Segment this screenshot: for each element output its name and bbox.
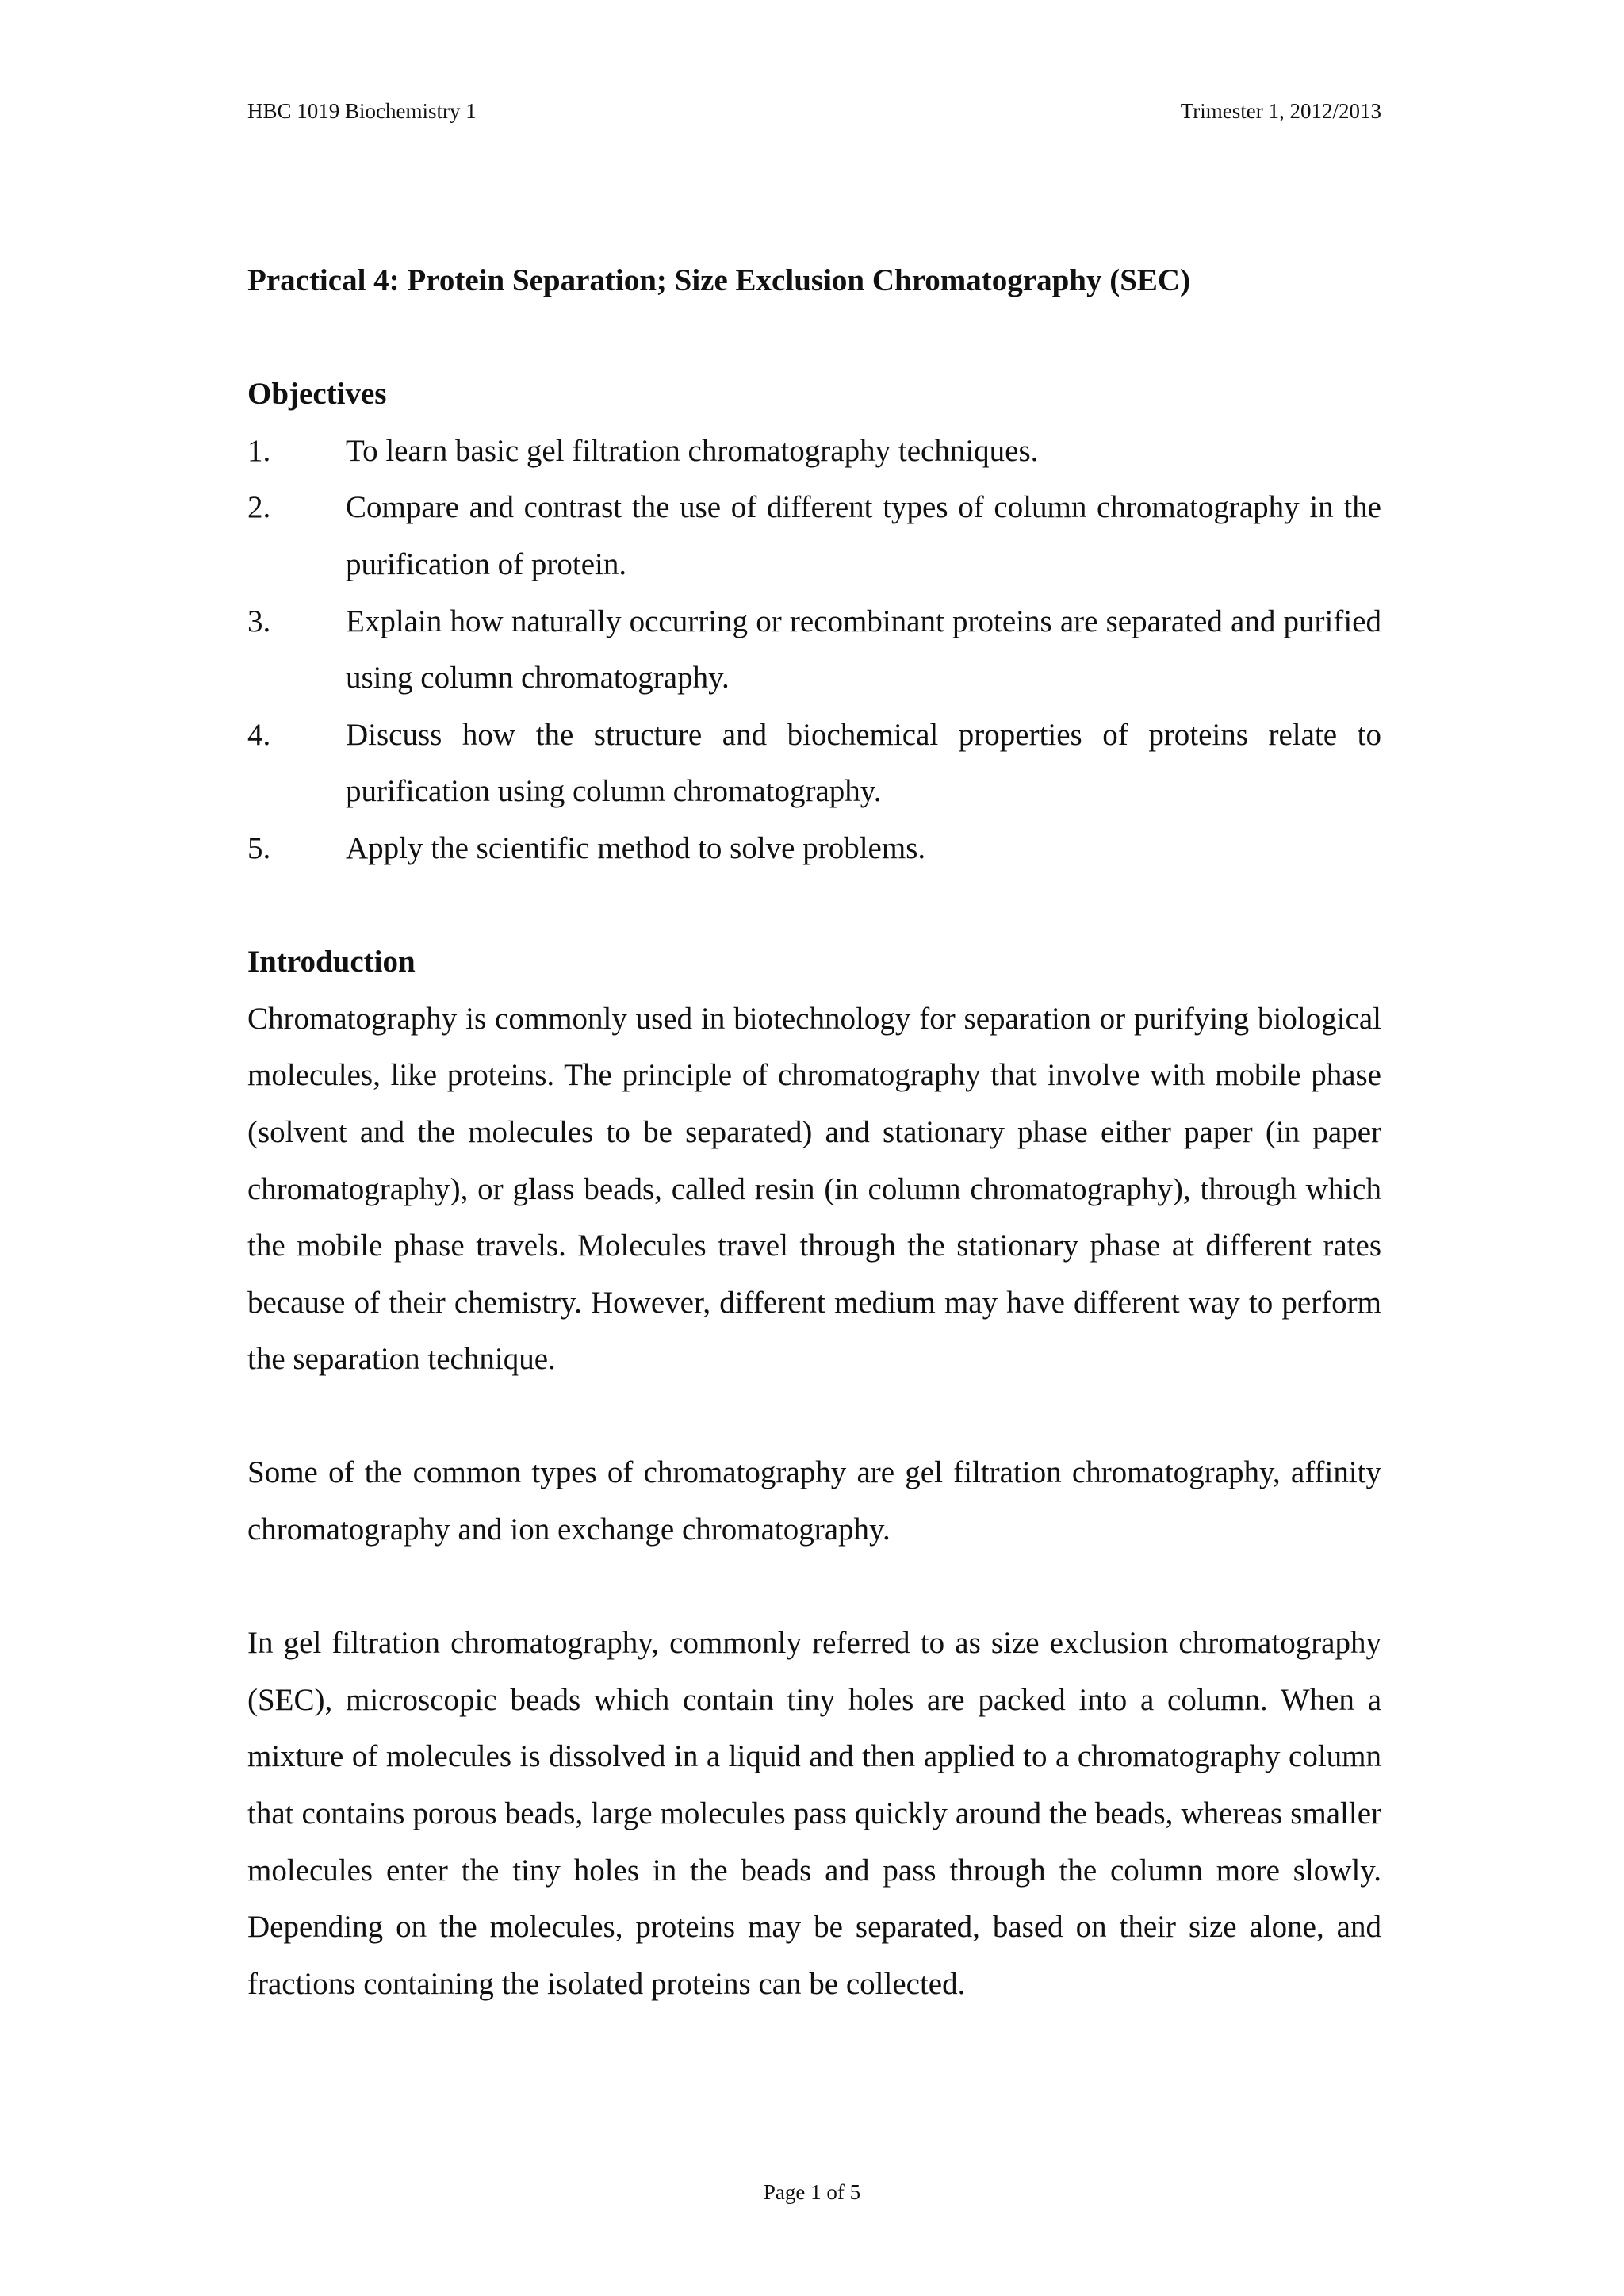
objective-number: 5. (247, 830, 271, 865)
spacer (247, 1558, 1381, 1616)
page-footer (0, 2179, 1624, 2205)
introduction-heading: Introduction (247, 945, 416, 979)
objectives-heading: Objectives (247, 377, 387, 412)
spacer (247, 309, 1381, 366)
objectives-list (247, 423, 1381, 877)
spacer (247, 1388, 1381, 1445)
page-number: Page 1 of 5 (763, 2180, 861, 2204)
objective-text: Explain how naturally occurring or recombinant proteins are separated and purified using column chromatography. (346, 604, 1381, 696)
objective-number: 1. (247, 433, 271, 468)
objective-number: 3. (247, 604, 271, 638)
course-code: HBC 1019 Biochemistry 1 (247, 99, 477, 123)
objective-text: Apply the scientific method to solve problems. (346, 830, 926, 865)
term-label: Trimester 1, 2012/2013 (1180, 99, 1381, 123)
spacer (247, 877, 1381, 934)
introduction-paragraph: Chromatography is commonly used in biotechnology for separation or purifying biological molecules, like proteins. The principle of chromatography that involve with mobile phase (solvent and the molecules to be separated) and stationary phase either paper (in paper chromatography), or glass beads, called resin (in column chromatography), through which the mobile phase travels. Molecules travel through the stationary phase at different rates because of their chemistry. However, different medium may have different way to perform the separation technique. (247, 1001, 1381, 1377)
objective-text: Discuss how the structure and biochemical properties of proteins relate to purification using column chromatography. (346, 717, 1381, 809)
objective-number: 4. (247, 717, 271, 752)
objective-item (247, 423, 1381, 480)
objective-text: Compare and contrast the use of different types of column chromatography in the purification of protein. (346, 490, 1381, 581)
objective-item (247, 707, 1381, 820)
introduction-paragraph: Some of the common types of chromatography are gel filtration chromatography, affinity chromatography and ion exchange chromatography. (247, 1455, 1381, 1547)
objective-item (247, 479, 1381, 592)
objective-number: 2. (247, 490, 271, 525)
objective-item (247, 820, 1381, 877)
introduction-paragraph: In gel filtration chromatography, commonly referred to as size exclusion chromatography (SEC), microscopic beads which contain tiny holes are packed into a column. When a mixture of molecules is dissolved in a liquid and then applied to a chromatography column that contains porous beads, large molecules pass quickly around the beads, whereas smaller molecules enter the tiny holes in the beads and pass through the column more slowly. Depending on the molecules, proteins may be separated, based on their size alone, and fractions containing the isolated proteins can be collected. (247, 1626, 1381, 2001)
objective-item (247, 593, 1381, 707)
practical-title: Practical 4: Protein Separation; Size Exclusion Chromatography (SEC) (247, 263, 1191, 297)
running-header (247, 98, 1381, 124)
document-body (247, 252, 1381, 2012)
objective-text: To learn basic gel filtration chromatography techniques. (346, 433, 1039, 468)
